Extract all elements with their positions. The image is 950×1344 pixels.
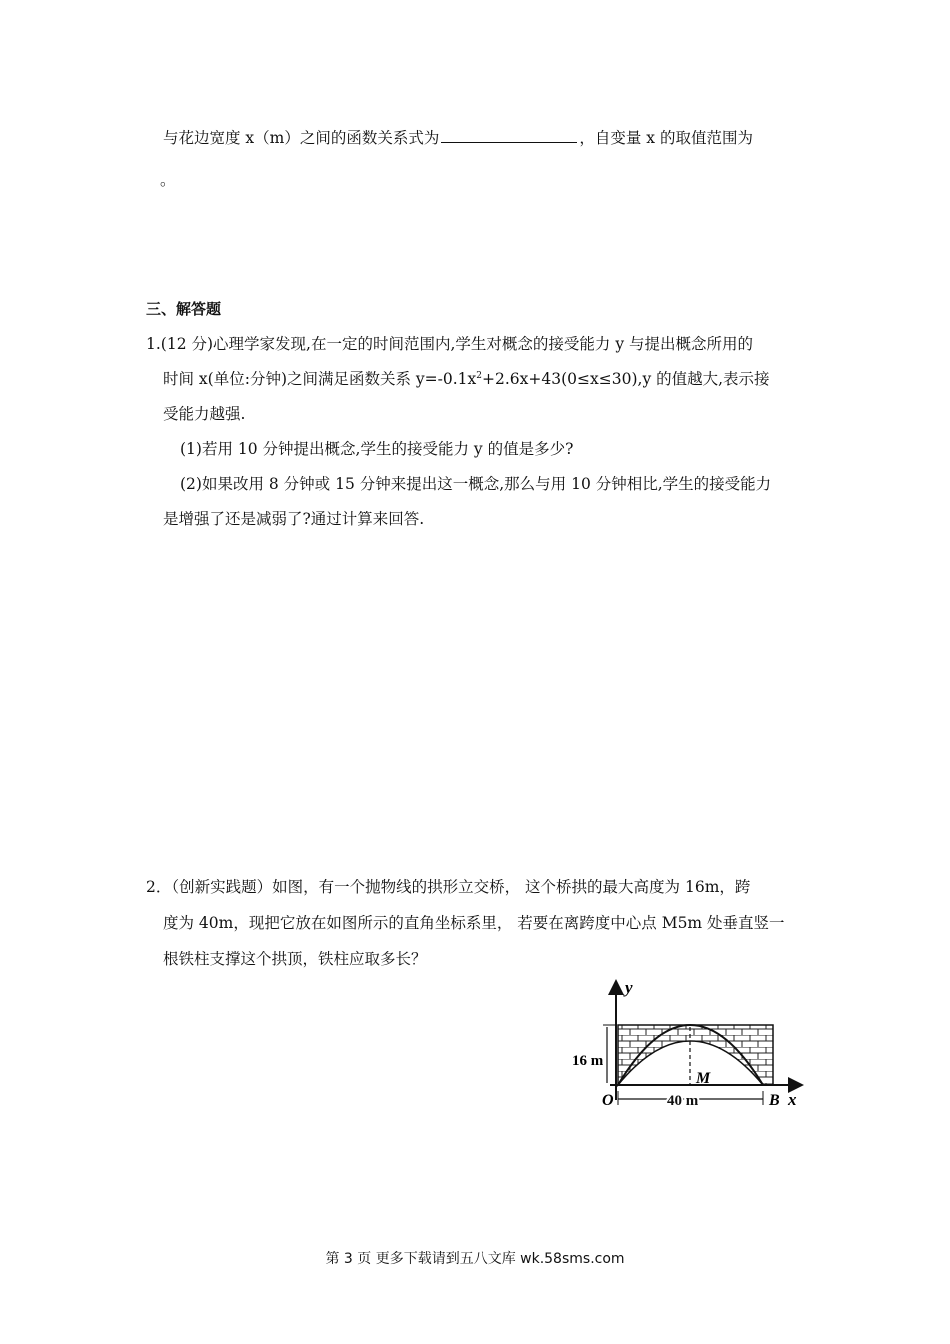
q1-part-2-line-1: (2)如果改用 8 分钟或 15 分钟来提出这一概念,那么与用 10 分钟相比,学生的接受能力 xyxy=(180,475,772,493)
arch-bridge-figure xyxy=(570,975,815,1115)
q1-exponent: 2 xyxy=(476,370,483,381)
span-label: 40 m xyxy=(667,1093,699,1109)
q1-line-2 xyxy=(163,367,770,389)
q1-part-2-line-2: 是增强了还是减弱了?通过计算来回答. xyxy=(163,510,425,528)
height-label: 16 m xyxy=(572,1053,604,1069)
page-footer: 第 3 页 更多下载请到五八文库 wk.58sms.com xyxy=(325,1251,625,1267)
answer-blank[interactable] xyxy=(441,128,577,143)
q2-line-3: 根铁柱支撑这个拱顶，铁柱应取多长？ xyxy=(163,950,427,968)
prev-question-text-after: ，自变量 x 的取值范围为 xyxy=(579,129,753,147)
x-axis-label: x xyxy=(788,1090,797,1109)
prev-question-line-1 xyxy=(163,126,753,148)
q1-formula-after: +2.6x+43(0≤x≤30),y 的值越大,表示接 xyxy=(482,370,770,388)
q1-line-1: 1.(12 分)心理学家发现,在一定的时间范围内,学生对概念的接受能力 y 与提出概念所用的 xyxy=(146,335,754,353)
q1-part-1: (1)若用 10 分钟提出概念,学生的接受能力 y 的值是多少? xyxy=(180,440,574,458)
q1-line-3: 受能力越强. xyxy=(163,405,246,423)
q1-formula-before: 时间 x(单位:分钟)之间满足函数关系 y=-0.1x xyxy=(163,370,477,388)
y-axis-label: y xyxy=(625,978,633,997)
m-label: M xyxy=(696,1070,711,1087)
prev-question-text: 与花边宽度 x（m）之间的函数关系式为 xyxy=(163,129,440,147)
origin-label: O xyxy=(602,1092,614,1109)
q2-line-1: 2．（创新实践题）如图，有一个抛物线的拱形立交桥， 这个桥拱的最大高度为 16m，跨 xyxy=(146,878,751,896)
section-heading: 三、解答题 xyxy=(146,300,222,318)
prev-question-line-2: 。 xyxy=(160,171,176,189)
q2-line-2: 度为 40m，现把它放在如图所示的直角坐标系里， 若要在离跨度中心点 M5m 处垂直竖一 xyxy=(163,914,785,932)
b-label: B xyxy=(769,1092,780,1109)
